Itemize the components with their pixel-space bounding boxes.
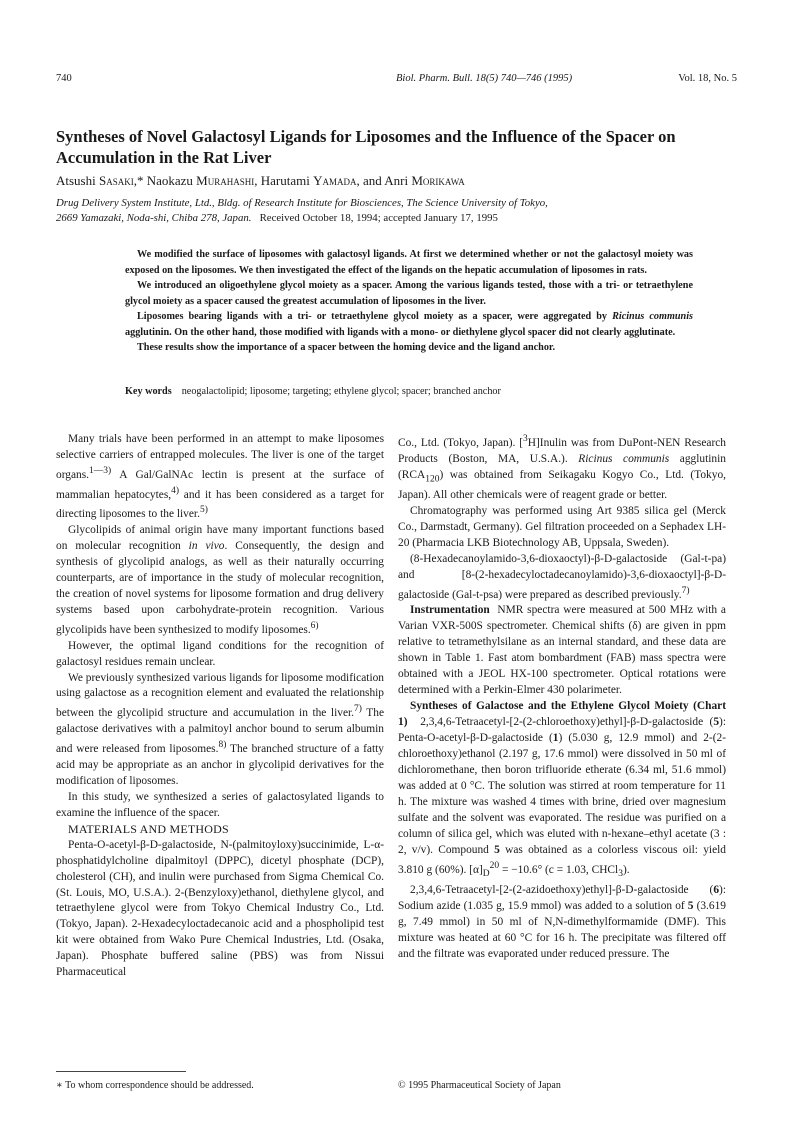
author-family: Morikawa [411, 173, 465, 188]
body-paragraph: Chromatography was performed using Art 9385 silica gel (Merck Co., Darmstadt, Germany). Gel filtration proceeded on a Sephadex LH-20 (Pharmacia LKB Biotechnology AB, Uppsala, Sweden). [398, 504, 726, 549]
author-given: Harutami [260, 173, 310, 188]
author-list: Atsushi Sasaki,* Naokazu Murahashi, Harutami Yamada, and Anri Morikawa [56, 173, 465, 188]
abstract-paragraph: These results show the importance of a spacer between the homing device and the ligand anchor. [137, 342, 556, 353]
running-header [56, 73, 737, 87]
affiliation-line: Drug Delivery System Institute, Ltd., Bldg. of Research Institute for Biosciences, The Science University of Tokyo, [56, 197, 548, 209]
abstract [125, 247, 693, 356]
author-family: Yamada [313, 173, 357, 188]
affiliation-line: 2669 Yamazaki, Noda-shi, Chiba 278, Japan. [56, 212, 252, 224]
author-family: Sasaki [98, 173, 134, 188]
body-paragraph: Glycolipids of animal origin have many important functions based on molecular recognition in vivo. Consequently, the design and synthesis of glycolipid analogs, as well as their naturally occurring counterparts, are of importance in the study of molecular recognition, the creation of novel systems for liposome formation and drug delivery systems based upon carbohydrate-protein recognition. Various glycolipids have been synthesized to modify liposomes.$^{6)}$ [56, 524, 384, 636]
journal-citation: Biol. Pharm. Bull. 18(5) 740—746 (1995) [396, 73, 573, 84]
right-column [398, 432, 726, 962]
copyright-notice: © 1995 Pharmaceutical Society of Japan [398, 1080, 561, 1091]
article-title: Syntheses of Novel Galactosyl Ligands for Liposomes and the Influence of the Spacer on Accumulation in the Rat Liver [56, 127, 676, 167]
volume-issue: Vol. 18, No. 5 [678, 73, 737, 84]
footnote-rule [56, 1071, 186, 1072]
left-column [56, 432, 384, 981]
affiliation [56, 196, 756, 226]
correspondence-footnote: ∗ To whom correspondence should be addressed. [56, 1080, 254, 1091]
keywords-text: neogalactolipid; liposome; targeting; ethylene glycol; spacer; branched anchor [181, 386, 501, 397]
section-heading: MATERIALS AND METHODS [68, 821, 229, 836]
author-given: Atsushi [56, 173, 96, 188]
body-paragraph: Co., Ltd. (Tokyo, Japan). [$^3$H]Inulin was from DuPont-NEN Research Products (Boston, MA, U.S.A.). Ricinus communis agglutinin $(RCA_{120})$ was obtained from Seikagaku Kogyo Co., Ltd. (Tokyo, Japan). All other chemicals were of reagent grade or better. [398, 434, 727, 501]
author-given: Naokazu [146, 173, 193, 188]
body-paragraph: Many trials have been performed in an attempt to make liposomes selective carriers of entrapped molecules. The liver is one of the target organs.$^{1—3)}$ A Gal/GalNAc lectin is present at the surface of mammalian hepatocytes,$^{4)}$ and it has been considered as a target for directing liposomes to the liver.$^{5)}$ [56, 433, 384, 521]
author-family: Murahashi [196, 173, 255, 188]
body-paragraph: 2,3,4,6-Tetraacetyl-[2-(2-azidoethoxy)ethyl]-β-D-galactoside (6): Sodium azide (1.035 g, 15.9 mmol) was added to a solution of 5 (3.619 g, 7.49 mmol) in 50 ml of N,N-dimethylformamide (DMF). This mixture was heated at 60 °C for 16 h. The precipitate was filtered off and the filtrate was evaporated under reduced pressure. The [398, 883, 726, 960]
body-paragraph: (8-Hexadecanoylamido-3,6-dioxaoctyl)-β-D-galactoside (Gal-t-pa) and [8-(2-hexadecyloctadecanoylamido)-3,6-dioxaoctyl]-β-D-galactoside (Gal-t-psa) were prepared as described previously.$^{7)}$ [398, 552, 726, 601]
body-paragraph: Instrumentation NMR spectra were measured at 500 MHz with a Varian VXR-500S spectrometer. Chemical shifts (δ) are given in ppm relative to tetramethylsilane as an internal standard, and these data are shown in Table 1. Fast atom bombardment (FAB) mass spectra were obtained with a JEOL HX-100 spectrometer. Optical rotations were determined with a Perkin-Elmer 430 polarimeter. [398, 604, 726, 697]
page-number: 740 [56, 73, 72, 84]
abstract-paragraph: Liposomes bearing ligands with a tri- or tetraethylene glycol moiety as a spacer, were aggregated by Ricinus communis agglutinin. On the other hand, those modified with ligands with a mono- or diethylene glycol spacer did not clearly agglutinate. [125, 311, 693, 338]
keywords [125, 386, 725, 397]
body-paragraph: Syntheses of Galactose and the Ethylene Glycol Moiety (Chart 1) 2,3,4,6-Tetraacetyl-[2-(2-chloroethoxy)ethyl]-β-D-galactoside (5): Penta-O-acetyl-β-D-galactoside (1) (5.030 g, 12.9 mmol) and 2-(2-chloroethoxy)ethanol (2.197 g, 17.6 mmol) were dissolved in 50 ml of dichloromethane, then boron trifluoride etherate (6.34 ml, 51.6 mmol) was added at 0 °C. The solution was stirred at room temperature for 11 h. The mixture was washed 4 times with brine, dried over magnesium sulfate and the solvent was evaporated. The residue was purified on a column of silica gel, which was eluted with n-hexane–ethyl acetate (3 : 2, v/v). Compound 5 was obtained as a colorless viscous oil: yield 3.810 g (60%). $[\alpha]_D^{20} = -10.6^\circ$ (c = 1.03, CHCl$_3$). [398, 700, 726, 879]
body-paragraph: However, the optimal ligand conditions for the recognition of galactosyl residues remain unclear. [56, 639, 384, 668]
received-dates: Received October 18, 1994; accepted January 17, 1995 [259, 212, 498, 224]
keywords-label: Key words [125, 386, 172, 397]
abstract-paragraph: We introduced an oligoethylene glycol moiety as a spacer. Among the various ligands tested, those with a tri- or tetraethylene glycol moiety as a spacer caused the greatest accumulation of liposomes in the liver. [125, 280, 693, 307]
body-paragraph: We previously synthesized various ligands for liposome modification using galactose as a recognition element and evaluated the relationship between the glycolipid structure and accumulation in the liver.$^{7)}$ The galactose derivatives with a palmitoyl anchor bound to serum albumin and were released from liposomes.$^{8)}$ The branched structure of a fatty acid may be appropriate as an anchor in glycolipid derivatives for the modification of liposomes. [56, 671, 384, 787]
body-paragraph: Penta-O-acetyl-β-D-galactoside, N-(palmitoyloxy)succinimide, L-α-phosphatidylcholine dipalmitoyl (DPPC), dicetyl phosphate (DCP), cholesterol (CH), and inulin were purchased from Sigma Chemical Co. (St. Louis, MO, U.S.A.). 2-(Benzyloxy)ethanol, diethylene glycol, and tetraethylene glycol were from Tokyo Chemical Industry Co., Ltd. (Tokyo, Japan). 2-Hexadecyloctadecanoic acid and a phospholipid test kit were obtained from Wako Pure Chemical Industries, Ltd. (Osaka, Japan). Phosphate buffered saline (PBS) was from Nissui Pharmaceutical [56, 838, 384, 979]
body-paragraph: In this study, we synthesized a series of galactosylated ligands to examine the influence of the spacer. [56, 790, 384, 819]
author-given: Anri [384, 173, 409, 188]
abstract-paragraph: We modified the surface of liposomes with galactosyl ligands. At first we determined whether or not the galactosyl moiety was exposed on the liposomes. We then investigated the effect of the ligands on the hepatic accumulation of liposomes in rats. [125, 249, 693, 276]
